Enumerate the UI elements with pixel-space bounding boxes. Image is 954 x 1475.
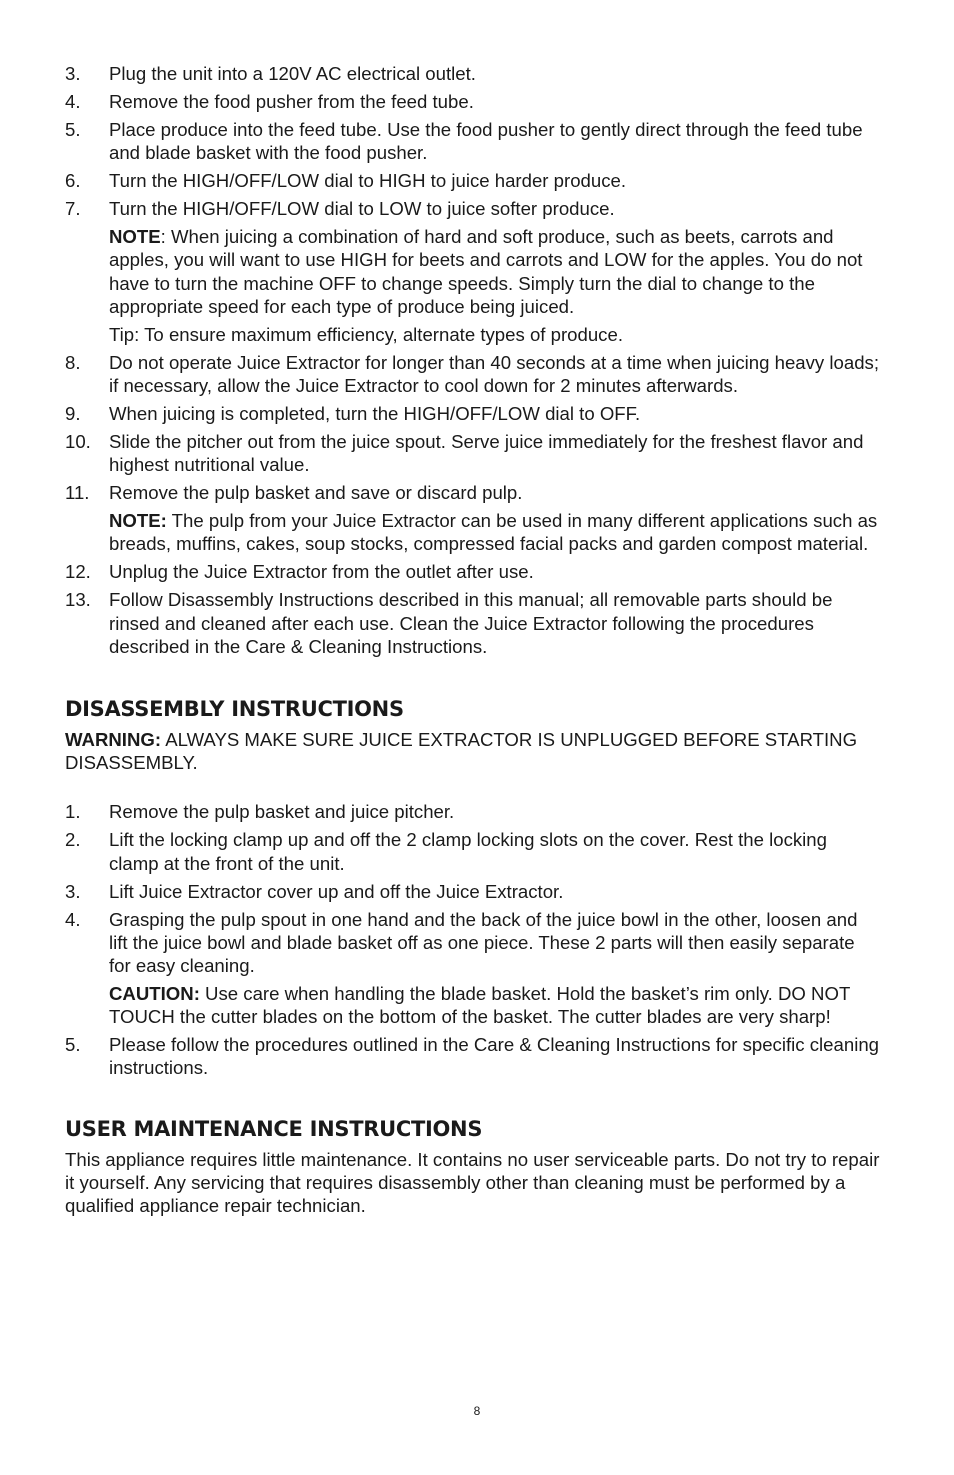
step-text: Please follow the procedures outlined in the Care & Cleaning Instructions for specific cleaning instructions. [109,1034,880,1079]
step-text: Lift Juice Extractor cover up and off the Juice Extractor. [109,880,564,902]
operating-steps-list [65,62,880,658]
step-text: Turn the HIGH/OFF/LOW dial to HIGH to juice harder produce. [109,170,627,192]
step-number: 3. [65,63,81,84]
step-text: Remove the pulp basket and juice pitcher. [109,801,455,823]
step-number: 4. [65,91,81,112]
disassembly-heading: DISASSEMBLY INSTRUCTIONS [65,697,404,722]
list-item [65,1033,880,1079]
caution-label: CAUTION: [109,983,200,1005]
warning-text: ALWAYS MAKE SURE JUICE EXTRACTOR IS UNPLUGGED BEFORE STARTING DISASSEMBLY. [65,729,858,774]
step-number: 10. [65,431,91,453]
page-number: 8 [473,1404,481,1418]
list-item [65,169,880,192]
disassembly-steps-list [65,800,880,1079]
list-item [65,481,880,555]
caution-text: Use care when handling the blade basket. Hold the basket’s rim only. DO NOT TOUCH the cutter blades on the bottom of the basket. The cutter blades are very sharp! [109,983,850,1028]
step-text: Remove the food pusher from the feed tube. [109,91,474,112]
note-text: : When juicing a combination of hard and soft produce, such as beets, carrots and apples, you will want to use HIGH for beets and carrots and LOW for the apples. You do not have to turn the machine OFF to change speeds. Simply turn the dial to change to the appropriate speed for each type of produce being juiced. [109,226,863,317]
step-number: 6. [65,170,81,192]
step-number: 2. [65,829,81,851]
note-label: NOTE: [109,510,167,532]
step-number: 7. [65,198,81,220]
list-item [65,197,880,346]
step-text: Place produce into the feed tube. Use the food pusher to gently direct through the feed tube and blade basket with the food pusher. [109,119,863,164]
list-item [65,800,880,823]
list-item [65,880,880,903]
efficiency-tip: Tip: To ensure maximum efficiency, alternate types of produce. [109,323,623,345]
step-text: Plug the unit into a 120V AC electrical outlet. [109,63,476,84]
maintenance-heading: USER MAINTENANCE INSTRUCTIONS [65,1116,483,1141]
step-number: 12. [65,561,91,583]
page-content [65,62,880,1217]
blade-caution [109,982,880,1028]
warning-label: WARNING: [65,729,162,751]
step-text: Remove the pulp basket and save or discard pulp. [109,482,523,504]
list-item [65,90,880,113]
list-item [65,560,880,583]
maintenance-text: This appliance requires little maintenance. It contains no user serviceable parts. Do not try to repair it yourself. Any servicing that requires disassembly other than cleaning must be performed by a qualified appliance repair technician. [65,1148,880,1217]
step-number: 3. [65,880,81,902]
list-item [65,908,880,1029]
pulp-note [109,509,880,555]
step-number: 11. [65,482,90,504]
step-number: 9. [65,403,81,425]
step-number: 1. [65,801,81,823]
step-text: Grasping the pulp spout in one hand and the back of the juice bowl in the other, loosen and lift the juice bowl and blade basket off as one piece. These 2 parts will then easily separate for easy cleaning. [109,908,858,977]
list-item [65,828,880,874]
note-label: NOTE [109,226,161,248]
step-number: 5. [65,119,81,140]
step-text: When juicing is completed, turn the HIGH/OFF/LOW dial to OFF. [109,403,641,425]
step-number: 13. [65,589,91,611]
step-text: Unplug the Juice Extractor from the outlet after use. [109,561,534,583]
list-item [65,430,880,476]
step-text: Follow Disassembly Instructions described in this manual; all removable parts should be rinsed and cleaned after each use. Clean the Juice Extractor following the procedures described in the Care & Cleaning Instructions. [109,589,833,657]
note-text: The pulp from your Juice Extractor can be used in many different applications such as breads, muffins, cakes, soup stocks, compressed facial packs and garden compost material. [109,510,878,555]
list-item [65,588,880,658]
step-text: Turn the HIGH/OFF/LOW dial to LOW to juice softer produce. [109,198,615,220]
step-number: 4. [65,908,81,930]
disassembly-warning [65,728,880,774]
list-item [65,351,880,397]
list-item [65,62,880,85]
speed-note [109,225,880,318]
step-number: 5. [65,1034,81,1056]
list-item [65,118,880,164]
step-text: Do not operate Juice Extractor for longer than 40 seconds at a time when juicing heavy loads; if necessary, allow the Juice Extractor to cool down for 2 minutes afterwards. [109,351,880,397]
step-text: Lift the locking clamp up and off the 2 clamp locking slots on the cover. Rest the locking clamp at the front of the unit. [109,829,827,874]
step-number: 8. [65,351,81,373]
step-text: Slide the pitcher out from the juice spout. Serve juice immediately for the freshest flavor and highest nutritional value. [109,431,864,476]
list-item [65,402,880,425]
